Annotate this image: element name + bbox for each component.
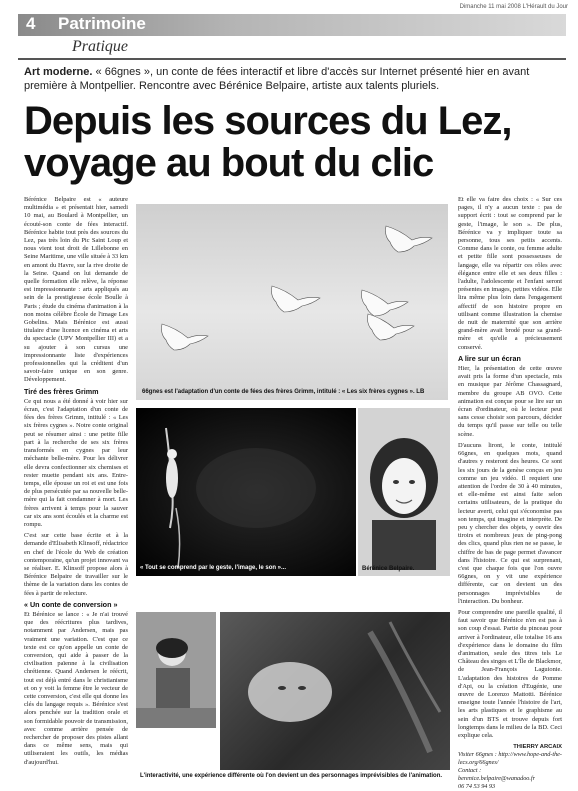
lead-text: « 66gnes », un conte de fées interactif et libre d'accès sur Internet présenté hier en avant première à Montpellier. Rencontre avec Bérénice Belpaire, artiste aux talents pluriels. <box>24 66 530 92</box>
photo-caption: L'interactivité, une expérience différente où l'on devient un des personnages imprévisibles de l'animation. <box>140 773 443 779</box>
paragraph: Bérénice Belpaire est « auteure multimédia » et présentait hier, samedi 10 mai, au Boulard à Montpellier, un écouté-son conte de fées interactif. Bérénice habite tout près des sources du Lez, pas très loin du Pic Saint Loup et nous vient tout droit de Lillebonne en Seine Maritime, une ville située à 33 km en amont du Havre, sur la rive droite de la Seine. Quand on lui demande de quelle formation elle relève, la réponse est impressionnante : arts appliqués au sein de la prestigieuse école Boulle à Paris ; étude du cinéma d'animation à la non moins célèbre École de l'image Les Gobelins. Mais Bérénice est aussi titulaire d'une licence en cinéma et arts du spectacle (UPV Montpellier III) et a su ajouter à son cursus une impressionnante liste d'expériences professionnelles qui la créditent d'un savoir-faire unique en son genre. Développement. <box>24 196 128 384</box>
portrait-photo <box>358 408 450 576</box>
figure-photo <box>136 408 356 576</box>
dateline: Dimanche 11 mai 2008 L'Hérault du Jour <box>459 4 568 10</box>
swans-photo <box>136 204 448 400</box>
lead-bold: Art moderne. <box>24 66 93 78</box>
contact-label: Contact : <box>458 767 482 774</box>
paragraph: Pour comprendre une pareille qualité, il faut savoir que Bérénice n'en est pas à son coup d'essai. Partie du pinceau pour arriver à l'ordinateur, elle totalise 16 ans d'expérience dans le domaine du film d'animation, seule des titres tels Le Château des singes et L'Île de Blackmor, de Jean-François Laguionie. L'adaptation des histoires de Pomme d'Api, ou la création d'Eugénie, une œuvre de Lorenzo Mattotti. Bérénice enseigne toute l'année l'histoire de l'art, les arts plastiques et le graphisme au sein d'un BTS et trouve depuis fort longtemps dans le milieu de la BD. Ceci explique cela. <box>458 608 563 739</box>
sub-rubric: Pratique <box>72 38 128 55</box>
headline <box>24 100 568 184</box>
paragraph: Ce qui nous a été donné à voir hier sur écran, c'est l'adaptation d'un conte de fées des frères Grimm, intitulé : « Les six frères cygnes ». Notre conte original peut se résumer ainsi : une petite fille part à la recherche de ses six frères transformés en cygnes par leur méchante belle-mère. Pour les délivrer elle devra confectionner six chemises et rester muette pendant six ans. Entre-temps, elle épouse un roi et est une fois de plus persécutée par sa nouvelle belle-mère qui la fait condamner à mort. Les frères arrivent à temps pour la sauver car six ans sont écoulés et la charme est rompu. <box>24 397 128 528</box>
rubric-title: Patrimoine <box>58 14 146 33</box>
intertitle: Tiré des frères Grimm <box>24 386 99 396</box>
photo-caption: « Tout se comprend par le geste, l'image, le son »... <box>140 565 287 571</box>
paragraph: C'est sur cette base écrite et à la demande d'Elisabeth Klinsoff, rédactrice en chef de l'école du Web de création contemporaine, qu'un projet innovant va se réaliser. E. Klinsoff propose alors à Bérénice Belpaire de travailler sur le thème de la variation dans les contes de fées à partir de relecture. <box>24 532 128 597</box>
headline-line-2: voyage au bout du clic <box>24 141 434 185</box>
photo-caption: 66gnes est l'adaptation d'un conte de fées des frères Grimm, intitulé : « Les six frères cygnes ». LB <box>142 389 425 395</box>
article-column-4 <box>458 196 562 790</box>
lead-paragraph <box>24 66 564 93</box>
paragraph: D'aucuns liront, le conte, intitulé 66gnes, en quelques mots, quand d'autres y resteront des heures. Ce sont les six jours de la genèse conçus en jeu comme un jeu vidéo. Il requiert une attention de l'ordre de 30 à 40 minutes, et elle-même est ainsi faite selon certains utilisateurs, de la pratique du lecteur averti, celui qui s'économise pas son temps, qui imagine et interprète. De peu y chercher des objets, y ouvrir des tiroirs et nombreux jeux de ping-pong des clics, quand plus rien ne se passe, le chiffre de bas de page permet d'avancer dans l'histoire. Ce qui est surprenant, c'est que chaque fois que l'on ouvre 66gnes, on y vit une expérience différente, car on devient un des personnages imprévisibles de l'interaction. Du bonheur. <box>458 441 562 605</box>
header-divider <box>18 58 566 60</box>
intertitle: « Un conte de conversion » <box>24 599 118 609</box>
contact-email[interactable]: berenice.belpaire@wanadoo.fr <box>458 774 536 782</box>
page-number: 4 <box>26 14 36 33</box>
website-link[interactable]: Visiter 66gnes : http://www.hope-and-the-lecs.org/66gnes/ <box>458 751 562 767</box>
author-signature: THIERRY ARCAIX <box>513 744 562 751</box>
child-photo <box>136 612 216 728</box>
paragraph: Et elle va faire des choix : « Sur ces pages, il n'y a aucun texte : pas de support écrit : tout se comprend par le geste, l'image, le son ». De plus, Bérénice va y impliquer toute sa personne, tous ses petits accents. Comme dans le conte, ou femme adulte et petite fille sont possesseuses de langage, elle va répartir ces rôles avec élégance entre elle et ses deux filles : l'adulte, l'adolescente et l'enfant seront présentes en images, petites vidéos. Elle lira même plus loin dans l'engagement affectif de son histoire propre en utilisant comme illustration la chemise de nuit de maternité que son arrière grand-mère avait brodé pour sa grand-mère et qu'elle a précieusement conservé. <box>458 196 562 351</box>
contact-phone: 06 74 53 94 93 <box>458 782 496 790</box>
photo-caption: Bérénice Belpaire. <box>362 566 415 572</box>
intertitle: A lire sur un écran <box>458 353 521 363</box>
headline-line-1: Depuis les sources du Lez, <box>24 99 512 143</box>
paragraph: Hier, la présentation de cette œuvre avait pris la forme d'un spectacle, mis en musique par Jérôme Chassagnard, membre du groupe AB OVO. Cette animation est conçue pour se lire sur un écran d'ordinateur, où le lecteur peut sans cesse choisir son parcours, décider du temps qu'il passe sur telle ou telle scène. <box>458 365 562 438</box>
rubric-banner <box>18 14 566 36</box>
interactive-photo <box>220 612 450 770</box>
article-column-1 <box>24 196 128 770</box>
paragraph: Et Bérénice se lance : « Je n'ai trouvé que des réécritures plus tardives, notamment par Andersen, mais pas vraiment une variation. C'est que ce texte est ce qu'on appelle un conte de conversion, qui aide à passer de la civilisation païenne à la civilisation chrétienne. Quand Andersen le réécrit, tout est déjà entré dans le christianisme et on y voit la femme être le vecteur de cette conversion, c'est elle qui donne les clés du langage requis ». Bérénice s'est alors penchée sur la tradition orale et son formidable pouvoir de transmission, avec comme arrière pensée de rechercher de proposer des pistes allant dans ce même sens, mais qui utiliseraient les outils, les médias d'aujourd'hui. <box>24 610 128 766</box>
